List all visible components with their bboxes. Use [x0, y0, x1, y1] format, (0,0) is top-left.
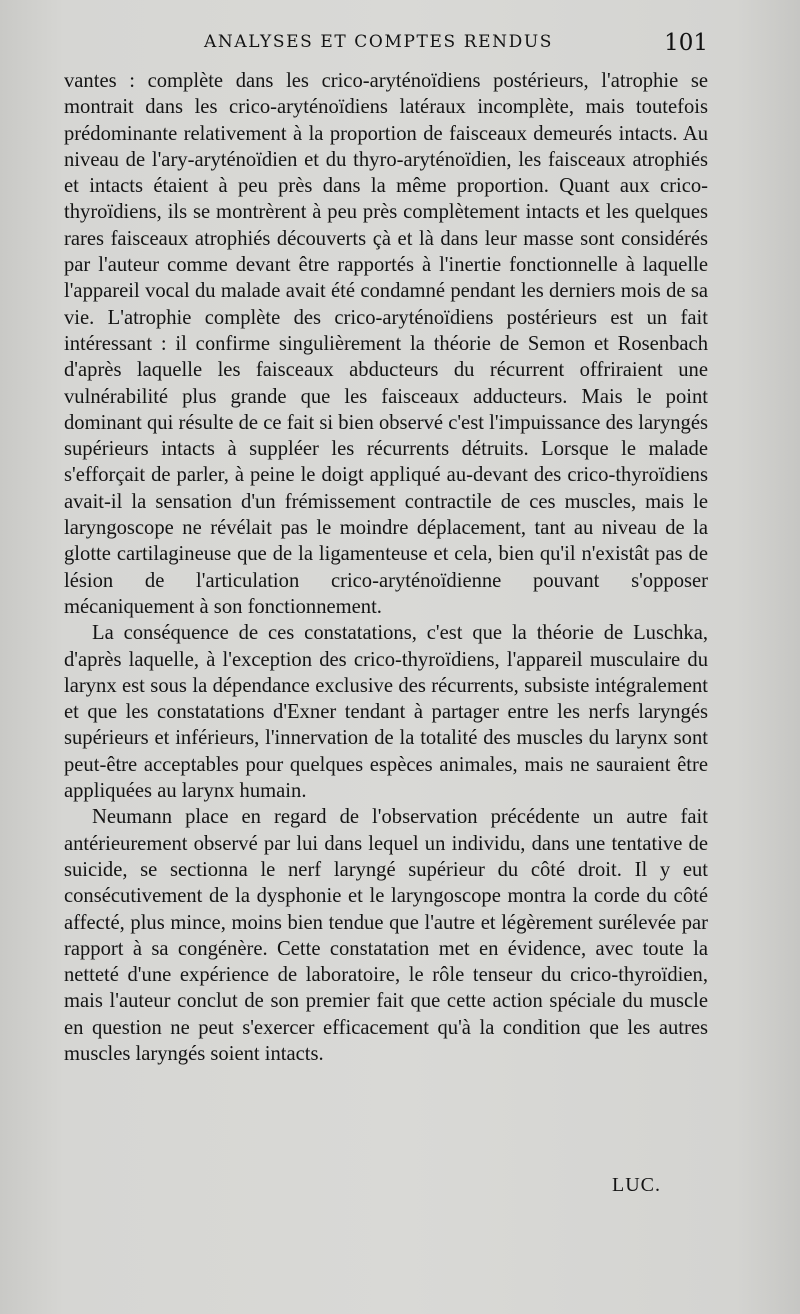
- body-text: [64, 68, 708, 1067]
- page-header: [64, 30, 712, 60]
- paragraph-2: La conséquence de ces constatations, c'est que la théorie de Luschka, d'après laquelle, à l'exception des crico-thyroïdiens, l'appareil musculaire du larynx est sous la dépendance exclusive des récurrents, subsiste intégralement et que les constatations d'Exner tendant à partager entre les nerfs laryngés supérieurs et inférieurs, l'innervation de la totalité des muscles du larynx sont peut-être acceptables pour quelques espèces animales, mais ne sauraient être appliquées au larynx humain.: [64, 622, 708, 803]
- running-head: ANALYSES ET COMPTES RENDUS: [204, 32, 553, 52]
- page-number: 101: [664, 30, 708, 56]
- paragraph-3: Neumann place en regard de l'observation précédente un autre fait antérieurement observé par lui dans lequel un individu, dans une tentative de suicide, se sectionna le nerf laryngé supérieur du côté droit. Il y eut consécutivement de la dysphonie et le laryngoscope montra la corde du côté affecté, plus mince, moins bien tendue que l'autre et légèrement surélevée par rapport à sa congénère. Cette constatation met en évidence, avec toute la netteté d'une expérience de laboratoire, le rôle tenseur du crico-thyroïdien, mais l'auteur conclut de son premier fait que cette action spéciale du muscle en question ne peut s'exercer efficacement qu'à la condition que les autres muscles laryngés soient intacts.: [64, 806, 708, 1065]
- author-signature: LUC.: [612, 1174, 661, 1196]
- paragraph-1: vantes : complète dans les crico-aryténoïdiens postérieurs, l'atrophie se montrait dans les crico-aryténoïdiens latéraux incomplète, mais toutefois prédominante relativement à la proportion de faisceaux demeurés intacts. Au niveau de l'ary-aryténoïdien et du thyro-aryténoïdien, les faisceaux atrophiés et intacts étaient à peu près dans la même proportion. Quant aux crico-thyroïdiens, ils se montrèrent à peu près complètement intacts et les quelques rares faisceaux atrophiés découverts çà et là dans leur masse sont considérés par l'auteur comme devant être rapportés à l'inertie fonctionnelle à laquelle l'appareil vocal du malade avait été condamné pendant les derniers mois de sa vie. L'atrophie complète des crico-aryténoïdiens postérieurs est un fait intéressant : il confirme singulièrement la théorie de Semon et Rosenbach d'après laquelle les faisceaux abducteurs du récurrent offriraient une vulnérabilité plus grande que les faisceaux adducteurs. Mais le point dominant qui résulte de ce fait si bien observé c'est l'impuissance des laryngés supérieurs intacts à suppléer les récurrents détruits. Lorsque le malade s'efforçait de parler, à peine le doigt appliqué au-devant des crico-thyroïdiens avait-il la sensation d'un frémissement contractile de ces muscles, mais le laryngoscope ne révélait pas le moindre déplacement, tant au niveau de la glotte cartilagineuse que de la ligamenteuse et cela, bien qu'il n'existât pas de lésion de l'articulation crico-aryténoïdienne pouvant s'opposer mécaniquement à son fonctionnement.: [64, 70, 708, 618]
